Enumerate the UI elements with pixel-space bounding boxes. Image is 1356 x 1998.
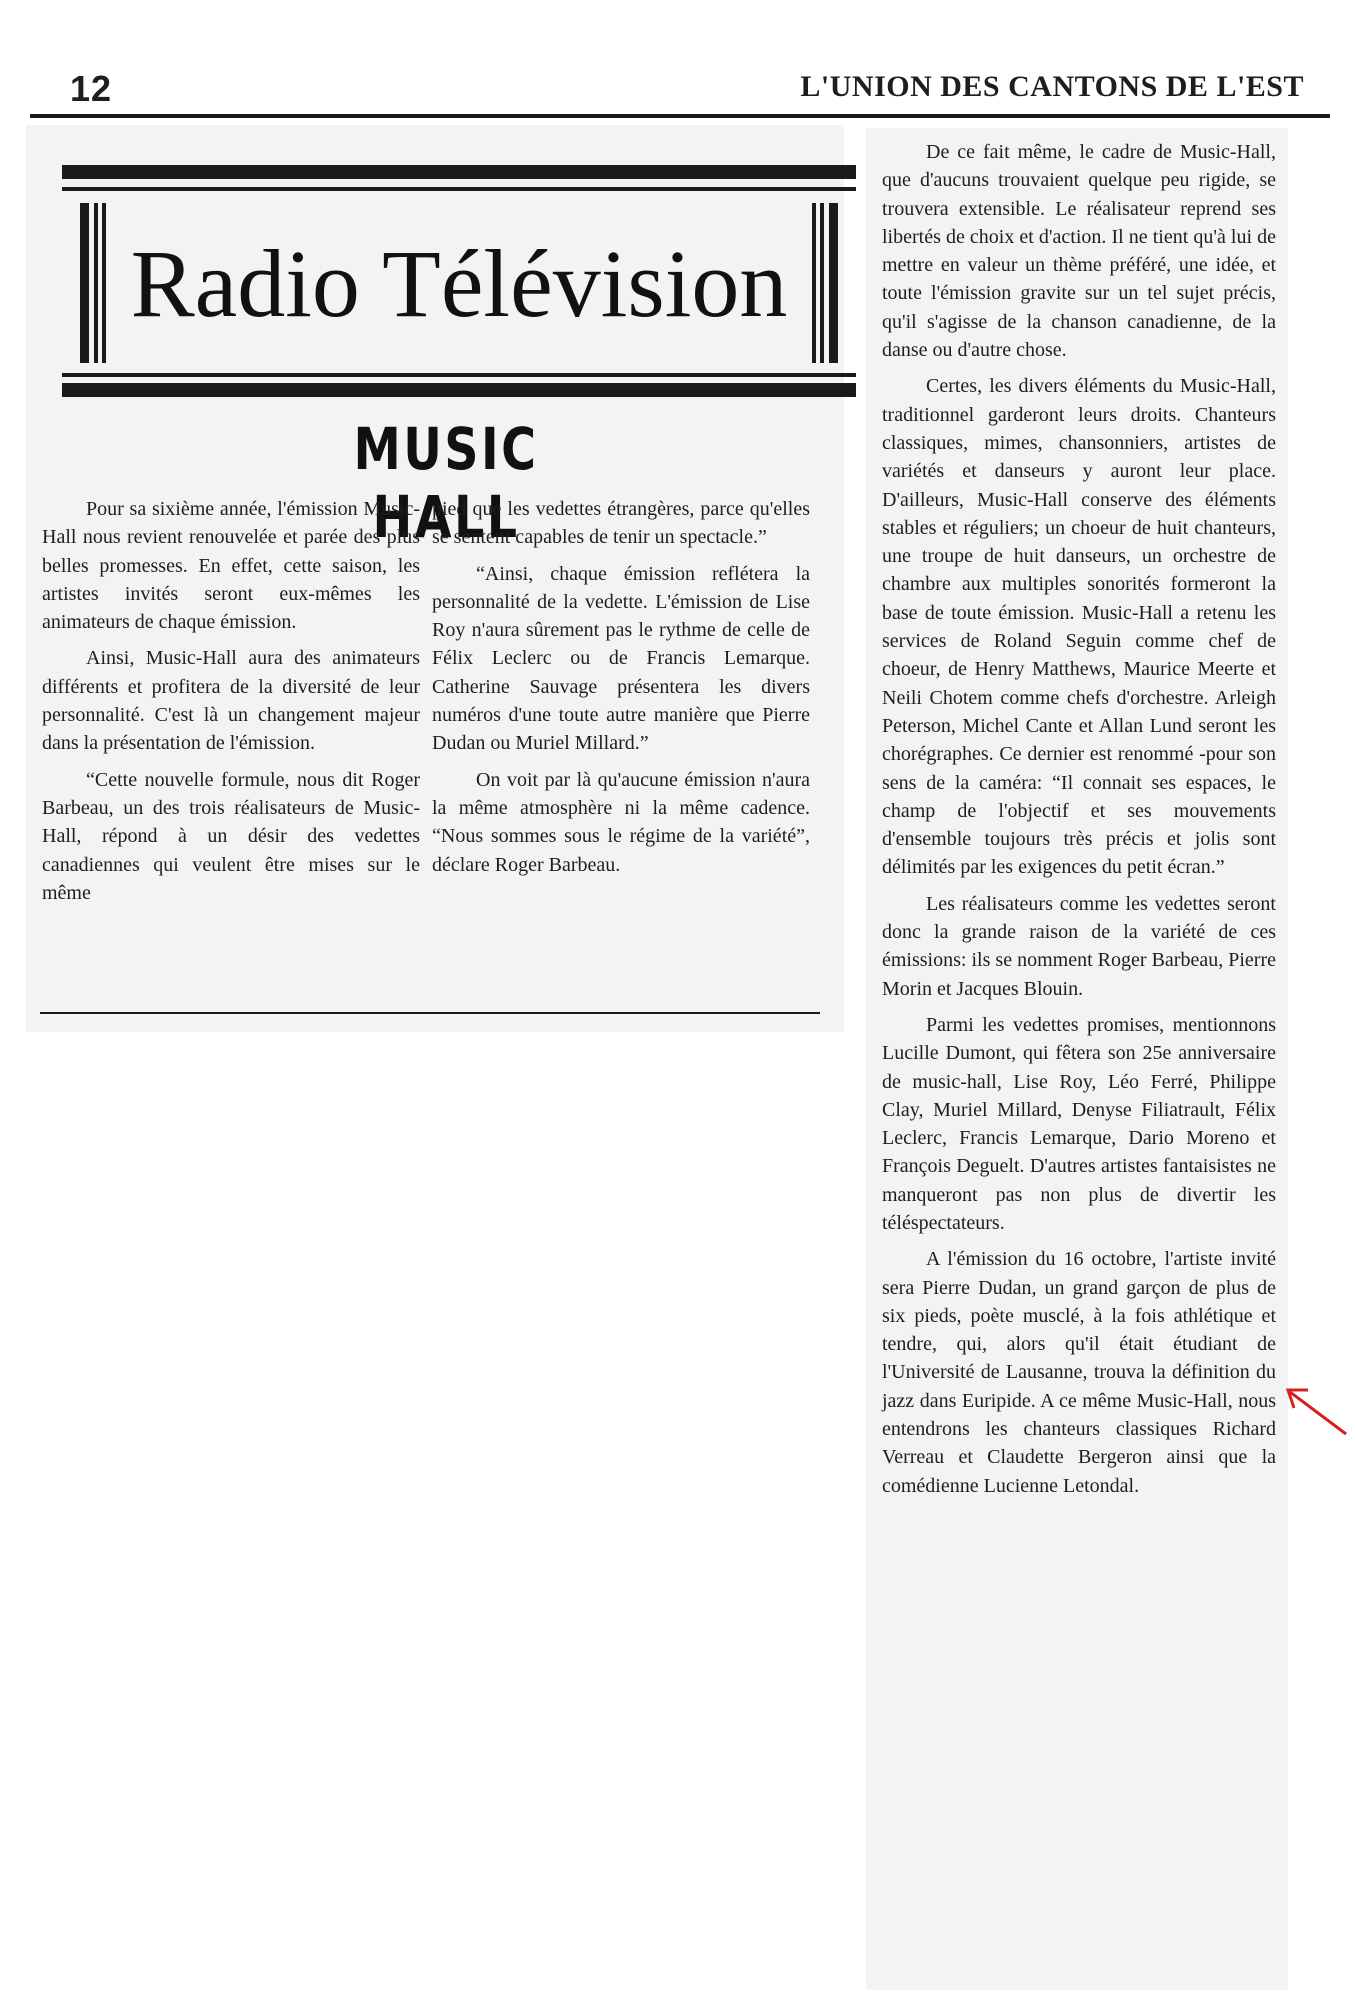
paragraph: A l'émission du 16 octobre, l'artiste invité sera Pierre Dudan, un grand garçon de plus de six pieds, poète musclé, à la fois athlétique et tendre, qui, alors qu'il était étudiant de l'Université de Lausanne, trouva la définition du jazz dans Euripide. A ce même Music-Hall, nous entendrons les chanteurs classiques Richard Verreau et Claudette Bergeron ainsi que la comédienne Lucienne Letondal. [882, 1248, 1276, 1497]
paragraph: Parmi les vedettes promises, mentionnons Lucille Dumont, qui fêtera son 25e anniversaire de music-hall, Lise Roy, Léo Ferré, Philippe Clay, Muriel Millard, Denyse Filiatrault, Félix Leclerc, Francis Lemarque, Dario Moreno et François Deguelt. D'autres artistes fantaisistes ne manqueront pas non plus de divertir les téléspectateurs. [882, 1013, 1276, 1234]
paragraph: pied que les vedettes étrangères, parce qu'elles se sentent capables de tenir un spectacle.” [432, 498, 810, 549]
page-header [30, 56, 1330, 118]
paragraph: Ainsi, Music-Hall aura des animateurs différents et profitera de la diversité de leur personnalité. C'est là un changement majeur dans la présentation de l'émission. [42, 647, 420, 755]
article-column-3 [882, 138, 1276, 1500]
section-title: Radio Télévision [130, 230, 788, 337]
banner-bars-left [62, 203, 122, 363]
section-banner [62, 165, 856, 403]
paragraph: Certes, les divers éléments du Music-Hall, traditionnel garderont leurs droits. Chanteurs classiques, mimes, chansonniers, artistes de variétés et danseurs y auront leur place. D'ailleurs, Music-Hall conserve des éléments stables et réguliers; un choeur de huit chanteurs, une troupe de huit danseurs, un orchestre de chambre aux multiples sonorités formeront la base de toute émission. Music-Hall a retenu les services de Roland Seguin comme chef de choeur, de Henry Matthews, Maurice Meerte et Neili Chotem comme chefs d'orchestre. Arleigh Peterson, Michel Cante et Allan Lund seront les chorégraphes. Ce dernier est renommé -pour son sens de la caméra: “Il connait ses espaces, le champ de l'objectif et ses mouvements d'ensemble toujours très précis et jolis sont délimités par les exigences du petit écran.” [882, 375, 1276, 879]
article-right-panel [866, 128, 1288, 1990]
article-end-rule [40, 1012, 820, 1014]
red-arrow-icon [1282, 1382, 1350, 1438]
paragraph: Pour sa sixième année, l'émission Music-Hall nous revient renouvelée et parée des plus belles promesses. En effet, cette saison, les artistes invités seront eux-mêmes les animateurs de chaque émission. [42, 498, 420, 634]
paragraph: “Cette nouvelle formule, nous dit Roger Barbeau, un des trois réalisateurs de Music-Hall, répond à un désir des vedettes canadiennes qui veulent être mises sur le même [42, 768, 420, 904]
banner-rule-bottom-thick [62, 383, 856, 397]
page-number: 12 [70, 68, 113, 109]
banner-rule-top-thick [62, 165, 856, 179]
article-left-panel [26, 125, 844, 1032]
paragraph: De ce fait même, le cadre de Music-Hall, que d'aucuns trouvaient quelque peu rigide, se trouvera extensible. Le réalisateur reprend ses libertés de choix et d'action. Il ne tient qu'à lui de mettre en valeur un thème préféré, une idée, et toute l'émission gravite sur un tel sujet précis, qu'il s'agisse de la chanson canadienne, de la danse ou d'autre chose. [882, 141, 1276, 362]
journal-title: L'UNION DES CANTONS DE L'EST [800, 70, 1304, 103]
paragraph: Les réalisateurs comme les vedettes seront donc la grande raison de la variété de ces émissions: ils se nomment Roger Barbeau, Pierre Morin et Jacques Blouin. [882, 892, 1276, 1000]
article-column-2 [432, 495, 810, 879]
article-column-1 [42, 495, 420, 907]
banner-rule-bottom-thin [62, 373, 856, 377]
article-headline: MUSIC HALL [353, 415, 539, 551]
banner-rule-top-thin [62, 187, 856, 191]
header-rule [30, 114, 1330, 118]
paragraph: On voit par là qu'aucune émission n'aura la même atmosphère ni la même cadence. “Nous sommes sous le régime de la variété”, déclare Roger Barbeau. [432, 768, 810, 876]
paragraph: “Ainsi, chaque émission reflétera la personnalité de la vedette. L'émission de Lise Roy n'aura sûrement pas le rythme de celle de Félix Leclerc ou de Francis Lemarque. Catherine Sauvage présentera les divers numéros d'une toute autre manière que Pierre Dudan ou Muriel Millard.” [432, 562, 810, 755]
banner-bars-right [796, 203, 856, 363]
